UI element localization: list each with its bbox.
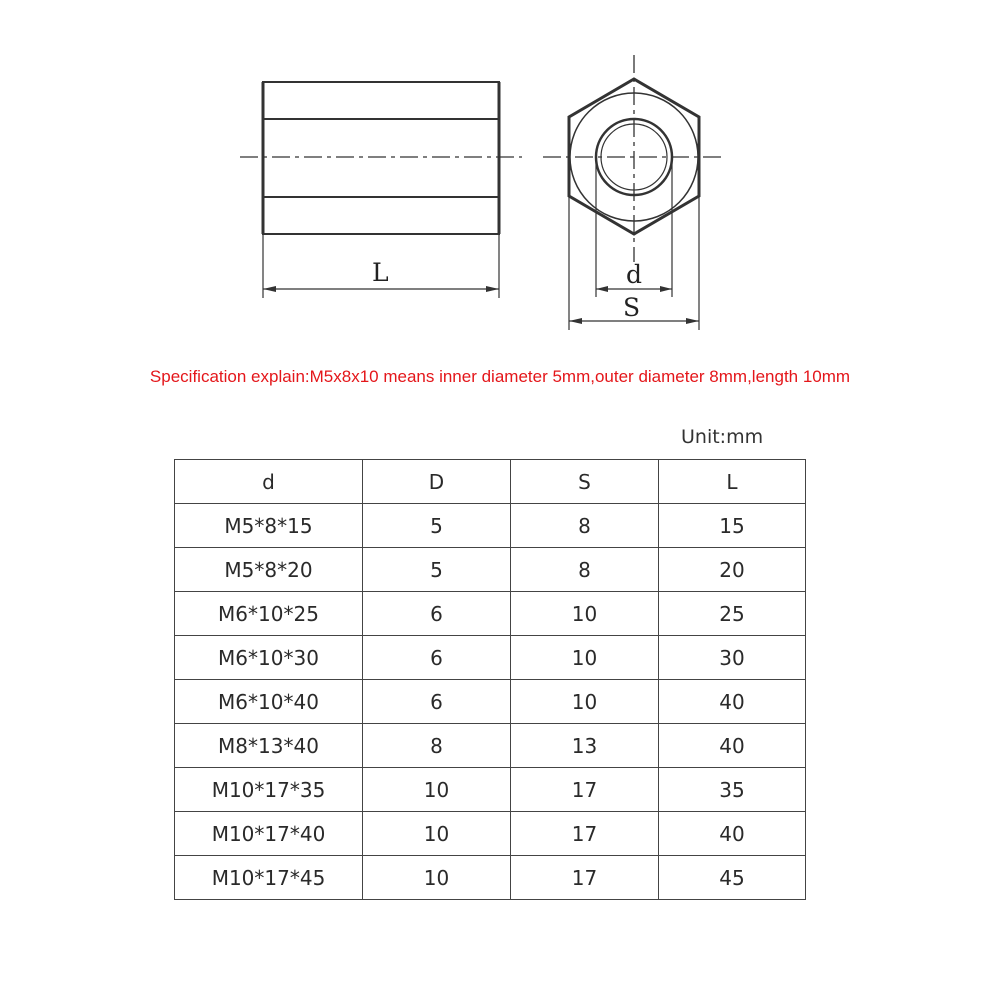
cell-D: 6 xyxy=(363,592,511,636)
cell-D: 10 xyxy=(363,812,511,856)
specification-note: Specification explain:M5x8x10 means inner diameter 5mm,outer diameter 8mm,length 10mm xyxy=(149,367,851,386)
table-row xyxy=(175,504,806,548)
cell-L: 40 xyxy=(659,812,806,856)
table-row xyxy=(175,548,806,592)
cell-L: 25 xyxy=(659,592,806,636)
cell-d: M5*8*15 xyxy=(175,504,363,548)
cell-D: 8 xyxy=(363,724,511,768)
cell-S: 10 xyxy=(511,592,659,636)
table-row xyxy=(175,636,806,680)
spec-table xyxy=(174,459,806,900)
header-S: S xyxy=(511,460,659,504)
cell-S: 17 xyxy=(511,768,659,812)
cell-L: 15 xyxy=(659,504,806,548)
table-row xyxy=(175,592,806,636)
cell-S: 13 xyxy=(511,724,659,768)
header-L: L xyxy=(659,460,806,504)
cell-S: 17 xyxy=(511,812,659,856)
table-row xyxy=(175,812,806,856)
header-d: d xyxy=(175,460,363,504)
cell-L: 20 xyxy=(659,548,806,592)
cell-S: 8 xyxy=(511,548,659,592)
cell-D: 10 xyxy=(363,768,511,812)
label-L: L xyxy=(372,258,389,287)
cell-d: M6*10*40 xyxy=(175,680,363,724)
table-header-row xyxy=(175,460,806,504)
cell-d: M10*17*35 xyxy=(175,768,363,812)
cell-L: 40 xyxy=(659,680,806,724)
cell-D: 6 xyxy=(363,636,511,680)
cell-d: M10*17*40 xyxy=(175,812,363,856)
cell-d: M8*13*40 xyxy=(175,724,363,768)
cell-S: 10 xyxy=(511,636,659,680)
table-row xyxy=(175,680,806,724)
table-row xyxy=(175,724,806,768)
cell-L: 35 xyxy=(659,768,806,812)
cell-D: 5 xyxy=(363,548,511,592)
cell-L: 30 xyxy=(659,636,806,680)
cell-S: 10 xyxy=(511,680,659,724)
cell-S: 17 xyxy=(511,856,659,900)
label-S: S xyxy=(623,293,641,322)
technical-drawing xyxy=(0,0,1000,350)
cell-d: M6*10*30 xyxy=(175,636,363,680)
cell-d: M5*8*20 xyxy=(175,548,363,592)
cell-L: 40 xyxy=(659,724,806,768)
cell-L: 45 xyxy=(659,856,806,900)
cell-D: 5 xyxy=(363,504,511,548)
cell-S: 8 xyxy=(511,504,659,548)
table-row xyxy=(175,856,806,900)
cell-d: M10*17*45 xyxy=(175,856,363,900)
table-row xyxy=(175,768,806,812)
cell-d: M6*10*25 xyxy=(175,592,363,636)
table-body xyxy=(175,504,806,900)
header-D: D xyxy=(363,460,511,504)
cell-D: 6 xyxy=(363,680,511,724)
cell-D: 10 xyxy=(363,856,511,900)
label-d: d xyxy=(626,260,643,289)
unit-label: Unit:mm xyxy=(681,426,764,448)
